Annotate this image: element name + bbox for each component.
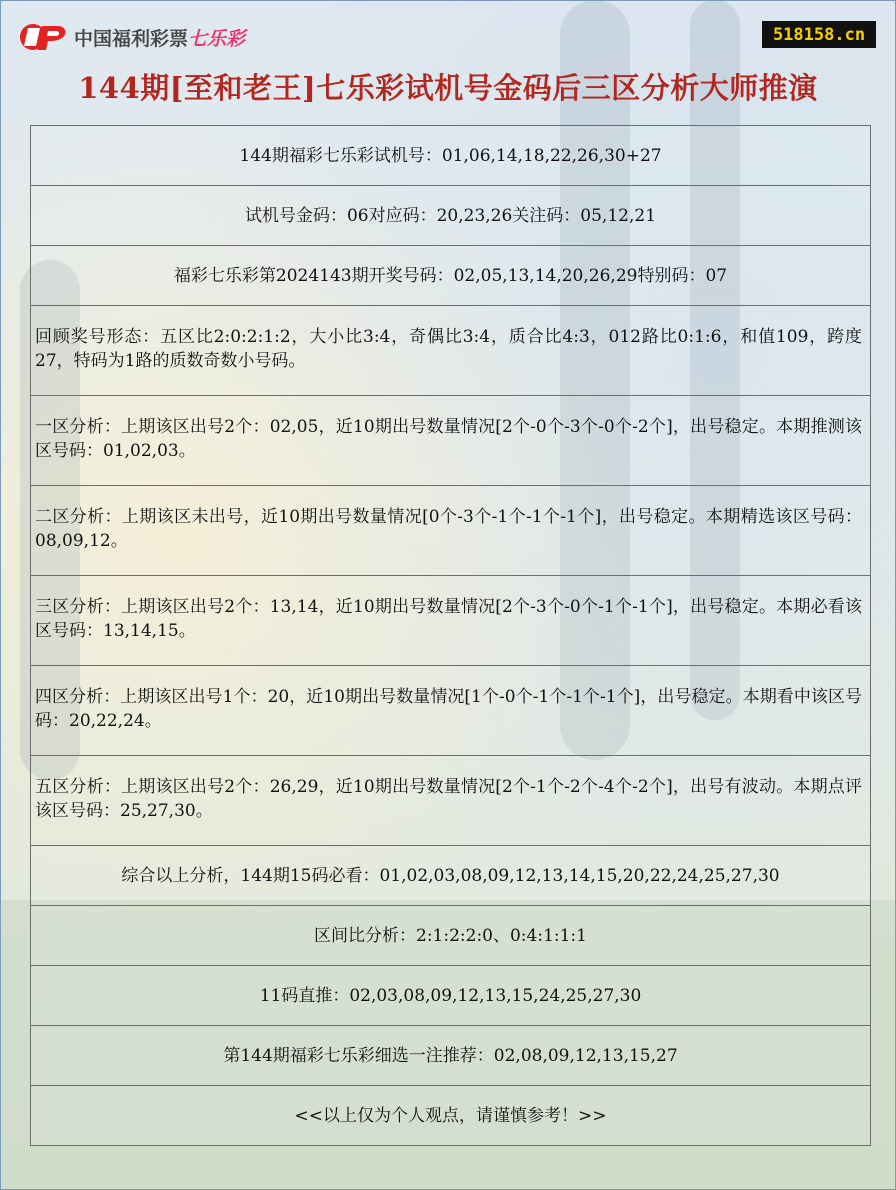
table-row: [31, 846, 871, 906]
review-cell: [31, 306, 871, 396]
zone-5-text: 五区分析：上期该区出号2个：26,29，近10期出号数量情况[2个-1个-2个-4个-2个]，出号有波动。本期点评该区号码：25,27,30。: [35, 776, 862, 821]
lottery-logo-icon: [18, 20, 72, 54]
table-row: [31, 1026, 871, 1086]
disclaimer-cell: <<以上仅为个人观点，请谨慎参考！>>: [31, 1086, 871, 1146]
table-row: [31, 906, 871, 966]
table-row: [31, 966, 871, 1026]
zone-4-cell: [31, 666, 871, 756]
table-row: [31, 486, 871, 576]
zone-2-cell: [31, 486, 871, 576]
logo-text-main: 中国福利彩票: [74, 27, 189, 50]
review-text: 回顾奖号形态：五区比2:0:2:1:2，大小比3:4，奇偶比3:4，质合比4:3，012路比0:1:6，和值109，跨度27，特码为1路的质数奇数小号码。: [35, 326, 862, 371]
logo-text-accent: 七乐彩: [188, 27, 246, 50]
gold-code-cell: 试机号金码：06对应码：20,23,26关注码：05,12,21: [31, 186, 871, 246]
table-row: [31, 126, 871, 186]
table-row: [31, 246, 871, 306]
table-row: [31, 666, 871, 756]
table-row: [31, 306, 871, 396]
analysis-table: [30, 125, 871, 1146]
table-row: [31, 576, 871, 666]
table-row: [31, 756, 871, 846]
zone-1-text: 一区分析：上期该区出号2个：02,05，近10期出号数量情况[2个-0个-3个-0个-2个]，出号稳定。本期推测该区号码：01,02,03。: [35, 416, 862, 461]
recommendation-cell: 第144期福彩七乐彩细选一注推荐：02,08,09,12,13,15,27: [31, 1026, 871, 1086]
table-row: [31, 186, 871, 246]
header: [0, 0, 896, 62]
eleven-codes-cell: 11码直推：02,03,08,09,12,13,15,24,25,27,30: [31, 966, 871, 1026]
zone-2-text: 二区分析：上期该区未出号，近10期出号数量情况[0个-3个-1个-1个-1个]，出号稳定。本期精选该区号码：08,09,12。: [35, 506, 862, 551]
table-row: [31, 396, 871, 486]
zone-5-cell: [31, 756, 871, 846]
trial-numbers-cell: 144期福彩七乐彩试机号：01,06,14,18,22,26,30+27: [31, 126, 871, 186]
zone-1-cell: [31, 396, 871, 486]
lottery-logo-text: [74, 24, 245, 51]
zone-3-cell: [31, 576, 871, 666]
site-badge[interactable]: 518158.cn: [762, 21, 876, 48]
table-row: [31, 1086, 871, 1146]
last-draw-cell: 福彩七乐彩第2024143期开奖号码：02,05,13,14,20,26,29特别码：07: [31, 246, 871, 306]
lottery-logo[interactable]: [18, 20, 245, 54]
summary-15-cell: 综合以上分析，144期15码必看：01,02,03,08,09,12,13,14,15,20,22,24,25,27,30: [31, 846, 871, 906]
interval-ratio-cell: 区间比分析：2:1:2:2:0、0:4:1:1:1: [31, 906, 871, 966]
page-title: 144期[至和老王]七乐彩试机号金码后三区分析大师推演: [78, 71, 818, 105]
zone-3-text: 三区分析：上期该区出号2个：13,14，近10期出号数量情况[2个-3个-0个-1个-1个]，出号稳定。本期必看该区号码：13,14,15。: [35, 596, 862, 641]
zone-4-text: 四区分析：上期该区出号1个：20，近10期出号数量情况[1个-0个-1个-1个-1个]，出号稳定。本期看中该区号码：20,22,24。: [35, 686, 862, 731]
